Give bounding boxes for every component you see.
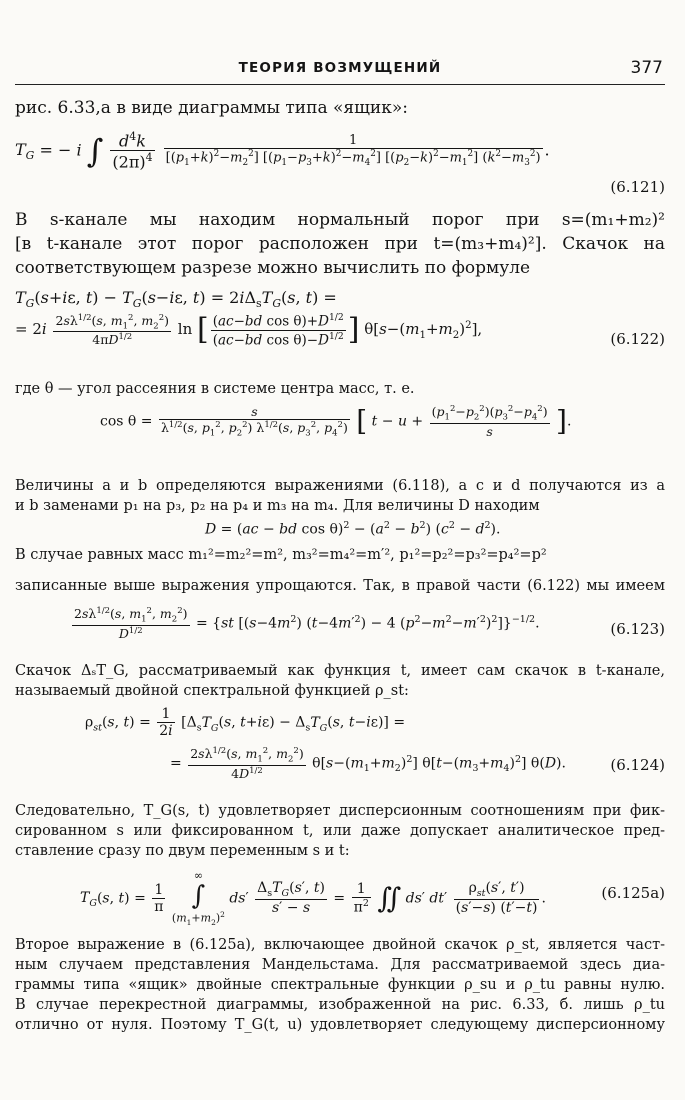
equation-number: (6.122): [610, 330, 665, 348]
paragraph-2-line-2: [в t-канале этот порог расположен при t=(m₃+m₄)²]. Скачок на: [15, 234, 665, 254]
running-title: ТЕОРИЯ ВОЗМУЩЕНИЙ: [238, 60, 442, 76]
paragraph-1: рис. 6.33,a в виде диаграммы типа «ящик»:: [15, 98, 409, 118]
equation-6-122-line-2: = 2i $\frac{2s\lambda^{1/2}(s, m_1^2, m_2^2)}{4\pi D^{1/2}}$ ln [ $\frac{(ac-bd \cos \theta)+D^{1/2}}{(ac-bd \cos \theta)-D^{1/2}}$ ] $\theta[s-(m_1+m_2)^2]$,: [15, 312, 483, 348]
equation-6-122-line-1: $T_G(s+i\varepsilon$, $t) - T_G(s-i\varepsilon$, $t) = 2i\Delta_sT_G(s$, t) =: [15, 288, 337, 311]
page-number: 377: [630, 58, 663, 78]
paragraph-8-line-4: В случае перекрестной диаграммы, изображенной на рис. 6.33, б. лишь ρ_tu: [15, 997, 665, 1013]
paragraph-7-line-1: Следовательно, T_G(s, t) удовлетворяет дисперсионным соотношениям при фик-: [15, 803, 665, 819]
equation-6-125a: $T_G(s$, t) = $\frac{1}{\pi}$ ∞ ∫ $(m_1+m_2)^2$ ds′ $\frac{\Delta_sT_G(s', t)}{s' - s}$ = $\frac{1}{\pi^2}$ ∬ ds′ dt′ $\frac{\rho_{st}(s', t')}{(s'-s) (t'-t)}$ .: [80, 869, 546, 927]
paragraph-4-line-2: и b заменами p₁ на p₃, p₂ на p₄ и m₃ на m₄. Для величины D находим: [15, 498, 540, 514]
equation-6-123: $\frac{2s\lambda^{1/2}(s, m_1^2, m_2^2)}{D^{1/2}}$ = {st [$(s-4m^2) (t-4m'^2) - 4$ $(p^2-m^2-m'^2)^2]\}^{-1/2}$.: [74, 606, 540, 641]
equation-number: (6.123): [610, 620, 665, 638]
page-header: [15, 58, 665, 85]
paragraph-6-line-1: Скачок ΔₛT_G, рассматриваемый как функция t, имеет сам скачок в t-канале,: [15, 663, 665, 679]
paragraph-8-line-2: ным случаем представления Мандельстама. Для рассматриваемой здесь диа-: [15, 957, 665, 973]
paragraph-7-line-2: сированном s или фиксированном t, или даже допускает аналитическое пред-: [15, 823, 665, 839]
paragraph-5-line-2: записанные выше выражения упрощаются. Так, в правой части (6.122) мы имеем: [15, 578, 665, 594]
equation-6-121: $T_G$ = − i ∫ $\frac{d^4k}{(2\pi)^4}$ $\frac{1}{[(p_1+k)^2-m_2^2] [(p_1-p_3+k)^2-m_4^2] [(p_2-k)^2-m_1^2] (k^2-m_3^2)}$ .: [15, 130, 550, 172]
paragraph-7-line-3: ставление сразу по двум переменным s и t:: [15, 843, 350, 859]
paragraph-8-line-5: отлично от нуля. Поэтому T_G(t, u) удовлетворяет следующему дисперсионному: [15, 1017, 665, 1033]
equation-6-124-line-1: $\rho_{st}(s$, t) = $\frac{1}{2i}$ [$\Delta_sT_G(s$, $t+i\varepsilon) - \Delta_sT_G(s$, t−iε)] =: [85, 706, 406, 739]
paragraph-4-line-1: Величины a и b определяются выражениями (6.118), а c и d получаются из a: [15, 478, 665, 494]
equation-number: (6.125a): [601, 884, 665, 902]
equation-number: (6.121): [610, 178, 665, 196]
equation-cos-theta: cos θ = $\frac{s}{\lambda^{1/2}(s, p_1^2, p_2^2) \lambda^{1/2}(s, p_3^2, p_4^2)}$ [ t − u + $\frac{(p_1^2-p_2^2)(p_3^2-p_4^2)}{s}$ ].: [100, 404, 572, 439]
equation-number: (6.124): [610, 756, 665, 774]
paragraph-2-line-1: В s-канале мы находим нормальный порог при s=(m₁+m₂)²: [15, 210, 665, 230]
paragraph-3: где θ — угол рассеяния в системе центра масс, т. е.: [15, 381, 415, 397]
paragraph-2-line-3: соответствующем разрезе можно вычислить по формуле: [15, 258, 531, 278]
paragraph-8-line-1: Второе выражение в (6.125a), включающее двойной скачок ρ_st, является част-: [15, 937, 665, 953]
paragraph-5-line-1: В случае равных масс m₁²=m₂²=m², m₃²=m₄²=m′², p₁²=p₂²=p₃²=p₄²=p²: [15, 547, 547, 563]
equation-6-124-line-2: = $\frac{2s\lambda^{1/2}(s, m_1^2, m_2^2)}{4D^{1/2}}$ $\theta[s-(m_1+m_2)^2]$ $\theta[t-(m_3+m_4)^2]$ θ(D).: [170, 746, 566, 781]
paragraph-8-line-3: граммы типа «ящик» двойные спектральные функции ρ_su и ρ_tu равны нулю.: [15, 977, 665, 993]
paragraph-6-line-2: называемый двойной спектральной функцией ρ_st:: [15, 683, 409, 699]
equation-D: D = (ac − bd $\cos \theta)^2 - (a^2 - b^2) (c^2 - d^2)$.: [205, 520, 501, 538]
